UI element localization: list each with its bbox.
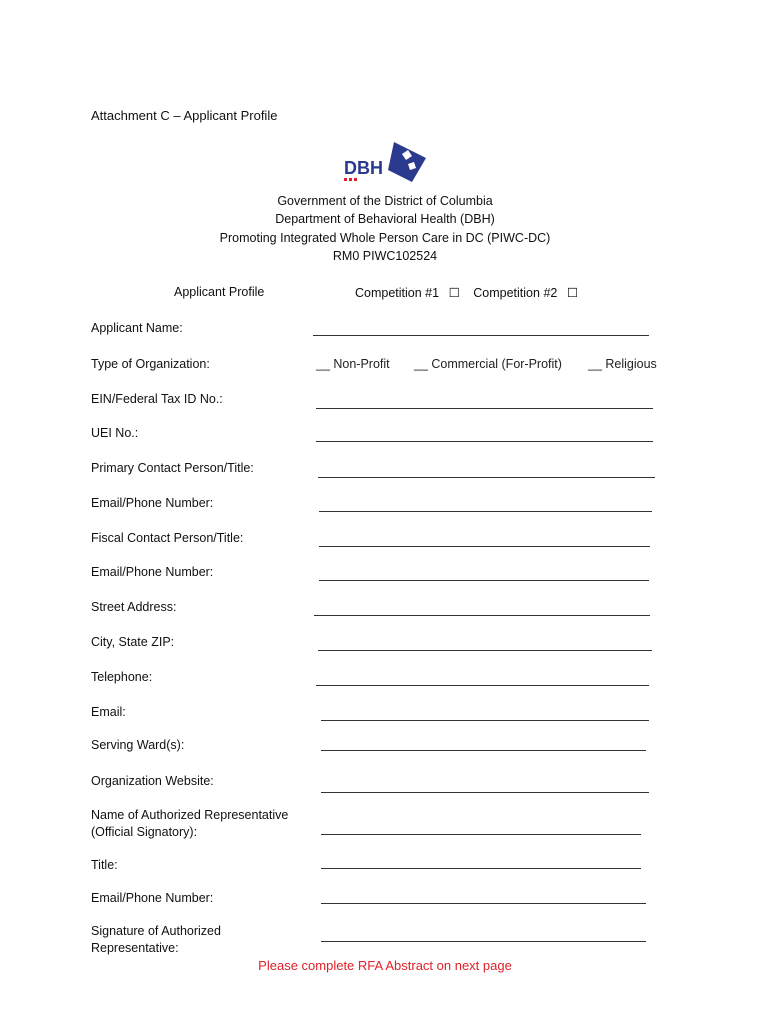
website-field[interactable]: [321, 792, 649, 793]
competition-group: [355, 285, 578, 300]
org-option-religious[interactable]: __ Religious: [588, 357, 657, 371]
competition-2-checkbox[interactable]: ☐: [566, 286, 579, 300]
authorized-rep-field[interactable]: [321, 834, 641, 835]
city-state-zip-field[interactable]: [318, 650, 652, 651]
email-label: Email:: [91, 705, 126, 719]
fiscal-contact-field[interactable]: [319, 546, 650, 547]
org-type-label: Type of Organization:: [91, 357, 210, 371]
uei-field[interactable]: [316, 441, 653, 442]
header-line-1: Government of the District of Columbia: [277, 194, 493, 208]
authorized-rep-label-line2: (Official Signatory):: [91, 825, 198, 839]
dbh-logo: [342, 140, 428, 184]
rep-email-phone-label: Email/Phone Number:: [91, 891, 214, 905]
street-address-label: Street Address:: [91, 600, 177, 614]
rep-email-phone-field[interactable]: [321, 903, 646, 904]
page-title: Attachment C – Applicant Profile: [91, 108, 278, 123]
title-label: Title:: [91, 858, 118, 872]
fiscal-contact-label: Fiscal Contact Person/Title:: [91, 531, 244, 545]
logo-text: DBH: [344, 158, 383, 178]
primary-contact-field[interactable]: [318, 477, 655, 478]
telephone-field[interactable]: [316, 685, 649, 686]
competition-1-checkbox[interactable]: ☐: [448, 286, 460, 300]
signature-label-line1: Signature of Authorized: [91, 924, 221, 938]
ein-field[interactable]: [316, 408, 653, 409]
street-address-field[interactable]: [314, 615, 650, 616]
header-line-3: Promoting Integrated Whole Person Care in DC (PIWC-DC): [219, 231, 551, 245]
city-state-zip-label: City, State ZIP:: [91, 635, 175, 649]
serving-wards-label: Serving Ward(s):: [91, 738, 185, 752]
footer-note: Please complete RFA Abstract on next page: [258, 958, 512, 973]
signature-label-line2: Representative:: [91, 941, 179, 955]
signature-field[interactable]: [321, 941, 646, 942]
authorized-rep-label-line1: Name of Authorized Representative: [91, 808, 289, 822]
title-field[interactable]: [321, 868, 641, 869]
header-line-4: RM0 PIWC102524: [332, 249, 438, 263]
telephone-label: Telephone:: [91, 670, 153, 684]
applicant-profile-label: Applicant Profile: [174, 285, 265, 299]
org-option-commercial[interactable]: __ Commercial (For-Profit): [414, 357, 562, 371]
applicant-name-label: Applicant Name:: [91, 321, 183, 335]
primary-email-phone-label: Email/Phone Number:: [91, 496, 214, 510]
competition-1-label: Competition #1: [355, 286, 440, 300]
website-label: Organization Website:: [91, 774, 214, 788]
fiscal-email-phone-label: Email/Phone Number:: [91, 565, 214, 579]
fiscal-email-phone-field[interactable]: [319, 580, 649, 581]
org-option-nonprofit[interactable]: __ Non-Profit: [316, 357, 390, 371]
serving-wards-field[interactable]: [321, 750, 646, 751]
uei-label: UEI No.:: [91, 426, 139, 440]
competition-2-label: Competition #2: [473, 286, 558, 300]
primary-email-phone-field[interactable]: [319, 511, 652, 512]
email-field[interactable]: [321, 720, 649, 721]
header-line-2: Department of Behavioral Health (DBH): [275, 212, 495, 226]
ein-label: EIN/Federal Tax ID No.:: [91, 392, 223, 406]
applicant-name-field[interactable]: [313, 335, 649, 336]
primary-contact-label: Primary Contact Person/Title:: [91, 461, 254, 475]
